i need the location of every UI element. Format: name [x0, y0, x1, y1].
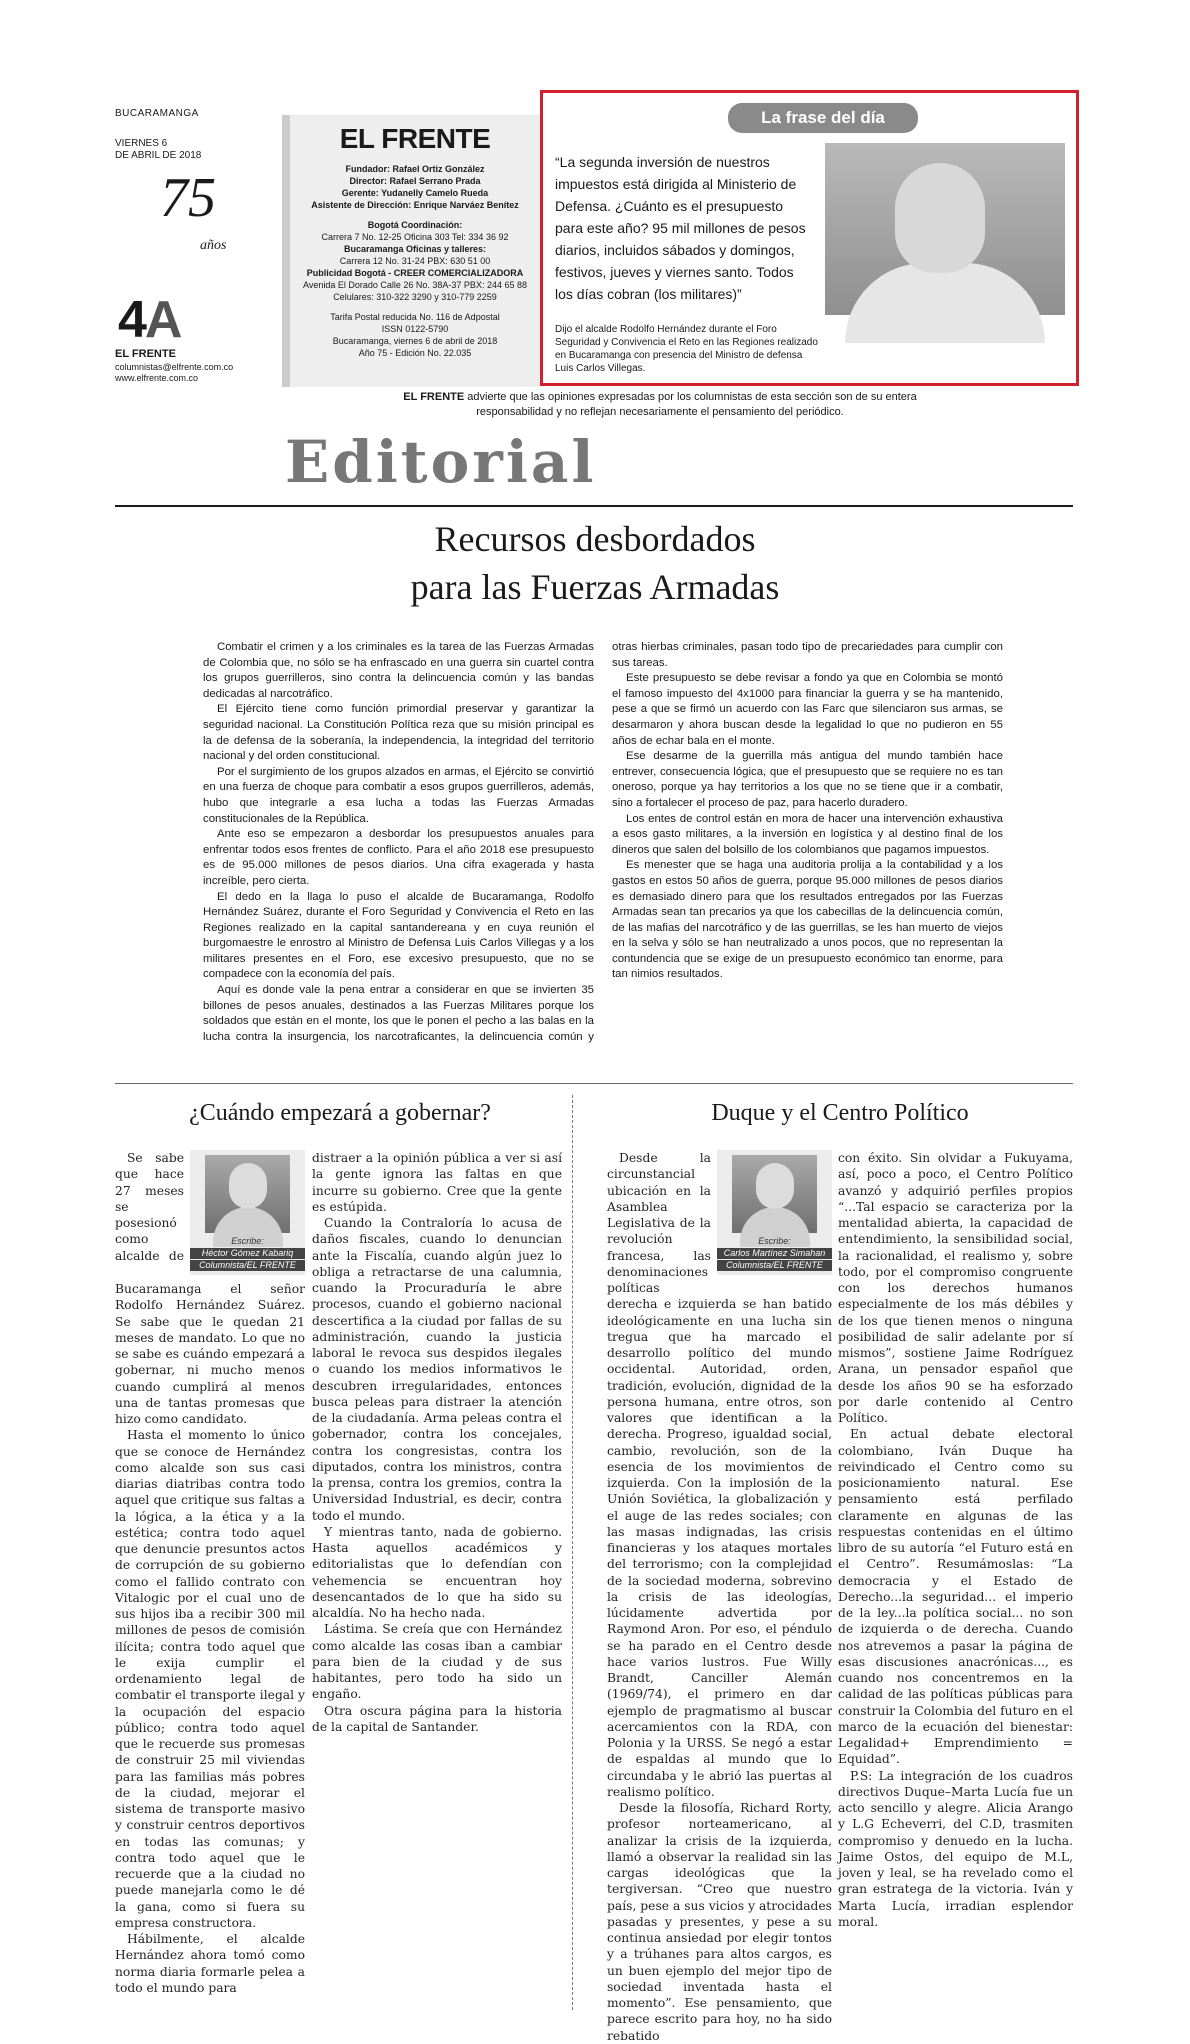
bucaramanga-label: Bucaramanga Oficinas y talleres: — [343, 244, 487, 254]
brand-small: EL FRENTE — [115, 348, 176, 360]
staff-founder: Fundador: Rafael Ortiz González — [345, 164, 485, 174]
quote-text: “La segunda inversión de nuestros impuestos está dirigida al Ministerio de Defensa. ¿Cuánto es el presupuesto para este año? 95 mil millones de pesos diarios, incluidos sábados y domingos, festivos, jueves y viernes santo. Todos los días cobran (los militares)” — [555, 154, 806, 302]
editorial-body — [203, 640, 1003, 1060]
column-paragraph: distraer a la opinión pública a ver si así la gente ignora las faltas en que incurre su gobierno. Cree que la gente es estúpida. — [312, 1151, 562, 1214]
byline-author: Carlos Martínez Simahan — [717, 1248, 832, 1259]
columns-divider — [115, 1083, 1073, 1084]
headline-line-2: para las Fuerzas Armadas — [410, 567, 780, 607]
date-line-2: DE ABRIL DE 2018 — [115, 150, 202, 161]
editorial-paragraph: Combatir el crimen y a los criminales es la tarea de las Fuerzas Armadas de Colombia que, no sólo se ha enfrascado en una guerra sin cuartel contra los grupos guerrilleros, sino contra la delincuencia común y las bandas dedicadas al narcotráfico. — [203, 641, 594, 700]
quote-photo — [825, 143, 1065, 315]
masthead-box — [282, 115, 540, 387]
disclaimer-text: advierte que las opiniones expresadas por los columnistas de esta sección son de su entera responsabilidad y no reflejan necesariamente el pensamiento del periódico. — [464, 391, 917, 418]
photo-torso-shape — [845, 263, 1045, 343]
column-paragraph: Y mientras tanto, nada de gobierno. Hasta aquellos académicos y editorialistas que lo defendían con vehemencia se encuentran hoy desencantados de lo que ha sido su alcaldía. No ha hecho nada. — [312, 1524, 562, 1620]
office-address: Carrera 7 No. 12-25 Oficina 303 Tel: 334 36 92 — [321, 232, 509, 242]
publicity-phones: Celulares: 310-322 3290 y 310-779 2259 — [333, 292, 497, 302]
date-line-1: VIERNES 6 — [115, 138, 168, 149]
page-number-digit: 4 — [118, 291, 145, 349]
author-portrait — [205, 1155, 290, 1233]
contact-info — [115, 362, 233, 384]
column-paragraph: En actual debate electoral colombiano, Iván Duque ha reivindicado el Centro como su posicionamiento natural. Ese pensamiento está perfilado claramente en algunas de las respuestas contenidas en el último libro de su autoría “el Futuro está en el Centro”. Resumámoslas: “La democracia y el Estado de Derecho...la seguridad... el imperio de la ley...la política social... no son de izquierda o de derecha. Cuando nos atrevemos a pasar la página de esas discusiones anacrónicas..., es cuando nos concentremos en la calidad de las políticas públicas para construir la Colombia del futuro en el marco de la ecuación del bienestar: Legalidad+ Emprendimiento = Equidad”. — [838, 1427, 1073, 1767]
right-column-text-2 — [838, 1150, 1073, 2010]
editorial-headline — [250, 515, 940, 611]
right-column-title: Duque y el Centro Político — [711, 1100, 969, 1126]
byline-label: Escribe: — [758, 1236, 791, 1246]
byline-role: Columnista/EL FRENTE — [717, 1260, 832, 1271]
issue-date — [115, 138, 225, 162]
editorial-paragraph: El dedo en la llaga lo puso el alcalde de Bucaramanga, Rodolfo Hernández Suárez, durante el Foro Seguridad y Convivencia el Reto en las Regiones realizado en la capital santandereana y en cuya reunión el burgomaestre le enrostro al Ministro de Defensa Luis Carlos Villegas y a los militares presentes en el Foro, ese excesivo presupuesto, que no se compadece con la economía del país. — [203, 890, 594, 981]
column-paragraph: Cuando la Contraloría lo acusa de daños fiscales, cuando lo denuncian ante la Fiscalía, cuando algún juez lo obliga a retractarse de una calumnia, cuando la Procuraduría le abre procesos, cuando el gobierno nacional descertifica a la ciudad por fallas de su administración, cuando la justicia laboral le revoca sus despidos ilegales o cuando los medios informativos le descubren irregularidades, entonces busca peleas para distraer la atención de la ciudadanía. Arma peleas contra el gobernador, contra los concejales, contra los congresistas, contra los diputados, contra los ministros, contra la prensa, contra los gremios, contra la Universidad Industrial, es decir, contra todo el mundo. — [312, 1216, 562, 1523]
editorial-paragraph: Ese desarme de la guerrilla más antigua del mundo también hace entrever, consecuencia lógica, que el presupuesto que se requiere no es tan oneroso, porque ya hay territorios a los que no se tiene que ir a combatir, sino a fortalecer el proceso de paz, para hacerlo duradero. — [612, 750, 1003, 809]
editorial-paragraph: Aquí es donde vale la pena entrar a considerar en que se invierten 35 billones de pesos anuales, destinados a las Fuerzas Militares porque los soldados que están en el monte, los que le ponen el pecho a las balas en la lucha contra la insurgencia, los narcotraficantes, la delincuencia común y otras hierbas criminales, pasan todo tipo de precariedades para cumplir con sus tareas. — [203, 641, 1003, 1043]
staff-director: Director: Rafael Serrano Prada — [349, 176, 481, 186]
city-label: BUCARAMANGA — [115, 108, 199, 119]
column-paragraph: Lástima. Se creía que con Hernández como alcalde las cosas iban a cambiar para bien de la ciudad y de sus habitantes, pero todo ha sido un engaño. — [312, 1622, 562, 1702]
quote-of-the-day-box — [540, 90, 1079, 386]
editorial-paragraph: Es menester que se haga una auditoria prolija a la contabilidad y a los gastos en estos 50 años de guerra, porque 95.000 millones de pesos diarios es demasiado dinero para que los resultados entregados por las Fuerzas Armadas sean tan precarios ya que los cabecillas de la delincuencia común, de las mafias del narcotráfico y de las guerrillas, se les han muerto de viejos en la selva y sólo se han neutralizado a unos pocos, que no representan la contundencia que se exige de un presupuesto económico tan enorme, para tan nimios resultados. — [612, 859, 1003, 981]
byline-author: Héctor Gómez Kabariq — [190, 1248, 305, 1259]
anniversary-word: años — [200, 238, 227, 253]
editorial-paragraph: Este presupuesto se debe revisar a fondo ya que en Colombia se montó el famoso impuesto del 4x1000 para financiar la guerra y se ha mantenido, pese a que se firmó un acuerdo con las Farc que silenciaron sus armas, se desarmaron y ahora buscan desde la legalidad lo que no pudieron en 55 años de echar bala en el monte. — [612, 672, 1003, 747]
edition-date: Bucaramanga, viernes 6 de abril de 2018 — [332, 336, 498, 346]
author-photo-right — [717, 1150, 832, 1275]
anniversary-logo — [160, 167, 250, 260]
office-label: Bogotá Coordinación: — [367, 220, 463, 230]
column-paragraph: P.S: La integración de los cuadros directivos Duque–Marta Lucía fue un acto sencillo y alegre. Alicia Arango y L.G Echeverri, del C.D, trasmiten compromiso y denuedo en la lucha. Jaime Ostos, del equipo de M.L, joven y leal, se ha revelado como el gran estratega de la victoria. Iván y Marta Lucía, irradian esplendor moral. — [838, 1768, 1073, 1929]
anniversary-number: 75 — [160, 167, 216, 229]
column-separator — [572, 1095, 573, 2010]
section-title: Editorial — [285, 428, 597, 496]
column-paragraph: Hasta el momento lo único que se conoce de Hernández como alcalde son sus casi diarias diatribas contra todo aquel que critique sus faltas a la lógica, a la ética y a la estética; contra todo aquel que denuncie presuntos actos de corrupción de su gobierno como el fallido contrato con Vitalogic por el cual uno de sus hijos iba a recibir 300 mil millones de pesos de comisión ilícita; contra todo aquel que le exija cumplir el ordenamiento legal de combatir el transporte ilegal y la ocupación del espacio público; contra todo aquel que le recuerde sus promesas de construir 25 mil viviendas para las familias más pobres de la ciudad, mejorar el sistema de transporte masivo y construir centros deportivos en todas las comunas; y contra todo aquel que le recuerde que a la ciudad no puede manejarla como le dé la gana, como si fuera su empresa constructora. — [115, 1428, 305, 1930]
headline-line-1: Recursos desbordados — [434, 519, 756, 559]
staff-assistant: Asistente de Dirección: Enrique Narváez Benítez — [311, 200, 519, 210]
postal-rate: Tarifa Postal reducida No. 116 de Adpostal — [330, 312, 500, 322]
contact-email[interactable]: columnistas@elfrente.com.co — [115, 362, 234, 372]
masthead-name: EL FRENTE — [339, 123, 491, 154]
editorial-paragraph: Ante eso se empezaron a desbordar los presupuestos anuales para enfrentar todos esos frentes de conflicto. Para el año 2018 ese presupuesto es de 95.000 millones de pesos diarios. Una cifra exagerada y hasta increíble, pero cierta. — [203, 828, 594, 887]
column-paragraph: Hábilmente, el alcalde Hernández ahora tomó como norma diaria formarle pelea a todo el mundo para — [115, 1932, 305, 1995]
column-paragraph: Desde la filosofía, Richard Rorty, profesor norteamericano, al analizar la crisis de la izquierda, llamó a observar la realidad sin las cargas ideológicas que la tergiversan. “Creo que nuestro país, pese a sus vicios y atrocidades pasadas y presentes, y pese a su continua ansiedad por elegir tontos y a trúhanes para altos cargos, es un buen ejemplo del mejor tipo de sociedad inventada hasta el momento”. Ese pensamiento, que parece escrito para hoy, no ha sido rebatido — [607, 1801, 832, 2043]
column-paragraph: con éxito. Sin olvidar a Fukuyama, así, poco a poco, el Centro Político avanzó y adquirió perfiles propios “...Tal espacio se caracteriza por la mentalidad abierta, la capacidad de entendimiento, la sensibilidad social, la racionalidad, el realismo y, sobre todo, por el compromiso congruente con los derechos humanos especialmente de los más débiles y de los que tienen menos o ninguna posibilidad de salir adelante por sí mismos”, sostiene Jaime Rodríguez Arana, un pensador español que desde los años 90 se ha esforzado por darle contenido al Centro Político. — [838, 1151, 1073, 1425]
editorial-paragraph: El Ejército tiene como función primordial preservar y garantizar la seguridad nacional. La Constitución Política reza que su misión principal es la de defensa de la soberanía, la independencia, la integridad del territorio nacional y del orden constitucional. — [203, 703, 594, 763]
author-byline — [717, 1236, 832, 1271]
editorial-paragraph: Los entes de control están en mora de hacer una intervención exhaustiva a esos gasto militares, a la inversión en logística y al destino final de los dineros que salen del bolsillo de los colombianos que pagamos impuestos. — [612, 812, 1003, 856]
quote-credit: Dijo el alcalde Rodolfo Hernández durante el Foro Seguridad y Convivencia el Reto en las Regiones realizado en Bucaramanga con presencia del Ministro de defensa Luis Carlos Villegas. — [555, 324, 818, 374]
section-divider — [115, 505, 1073, 507]
author-photo-left — [190, 1150, 305, 1275]
issn: ISSN 0122-5790 — [381, 324, 449, 334]
byline-label: Escribe: — [231, 1236, 264, 1246]
publicity-label: Publicidad Bogotá - CREER COMERCIALIZADORA — [306, 268, 524, 278]
editorial-paragraph: Por el surgimiento de los grupos alzados en armas, el Ejército se convirtió en una fuerza de choque para combatir a esos grupos guerrilleros, además, hubo que integrarle a esa lucha a todas las Fuerzas Armadas constitucionales de la República. — [203, 765, 594, 825]
opinion-disclaimer — [400, 390, 920, 420]
right-column-text-1 — [607, 1150, 832, 2043]
author-byline — [190, 1236, 305, 1271]
byline-role: Columnista/EL FRENTE — [190, 1260, 305, 1271]
contact-web[interactable]: www.elfrente.com.co — [115, 373, 199, 383]
author-portrait — [732, 1155, 817, 1233]
left-column-text-2 — [312, 1150, 562, 2010]
left-column-title: ¿Cuándo empezará a gobernar? — [189, 1100, 491, 1126]
staff-manager: Gerente: Yudanelly Camelo Rueda — [341, 188, 489, 198]
page-number-letter: A — [144, 291, 181, 349]
column-paragraph: Otra oscura página para la historia de la capital de Santander. — [312, 1703, 562, 1734]
publicity-address: Avenida El Dorado Calle 26 No. 38A-37 PBX: 244 65 88 — [303, 280, 527, 290]
column-paragraph: Se sabe que hace 27 meses se posesionó como alcalde de Bucaramanga el señor Rodolfo Hernández Suárez. Se sabe que le quedan 21 meses de mandato. Lo que no se sabe es cuándo empezará a gobernar, ni mucho menos cuando cumplirá al menos una de tantas promesas que hizo como candidato. — [115, 1151, 305, 1426]
column-paragraph: Desde la circunstancial ubicación en la Asamblea Legislativa de la revolución francesa, las denominaciones políticas derecha e izquierda se han batido ideológicamente en una lucha sin tregua que ha marcado el desarrollo político del mundo occidental. Autoridad, orden, tradición, evolución, dignidad de la persona humana, entre otros, son valores que identifican a la derecha. Progreso, igualdad social, cambio, revolución, son de la esencia de los movimientos de izquierda. Con la implosión de la Unión Soviética, la globalización y el auge de las redes sociales; con las masas indignadas, las crisis financieras y los ataques mortales del terrorismo; con la complejidad de la sociedad moderna, sobrevino la crisis de las ideologías, lúcidamente advertida por Raymond Aron. Por eso, el péndulo se ha parado en el Centro desde hace varios lustros. Fue Willy Brandt, Canciller Alemán (1969/74), el primero en dar ejemplo de pragmatismo al buscar acercamientos con la RDA, con Polonia y la URSS. Se negó a estar de espaldas al mundo que lo circundaba y le abrió las puertas al realismo político. — [607, 1151, 832, 1799]
disclaimer-brand: EL FRENTE — [403, 391, 465, 403]
bucaramanga-address: Carrera 12 No. 31-24 PBX: 630 51 00 — [339, 256, 491, 266]
left-column-text-1 — [115, 1150, 305, 2010]
edition-number: Año 75 - Edición No. 22.035 — [358, 348, 472, 358]
quote-of-the-day-tab: La frase del día — [728, 103, 918, 133]
photo-head-shape — [895, 163, 985, 273]
page-number — [118, 290, 180, 350]
